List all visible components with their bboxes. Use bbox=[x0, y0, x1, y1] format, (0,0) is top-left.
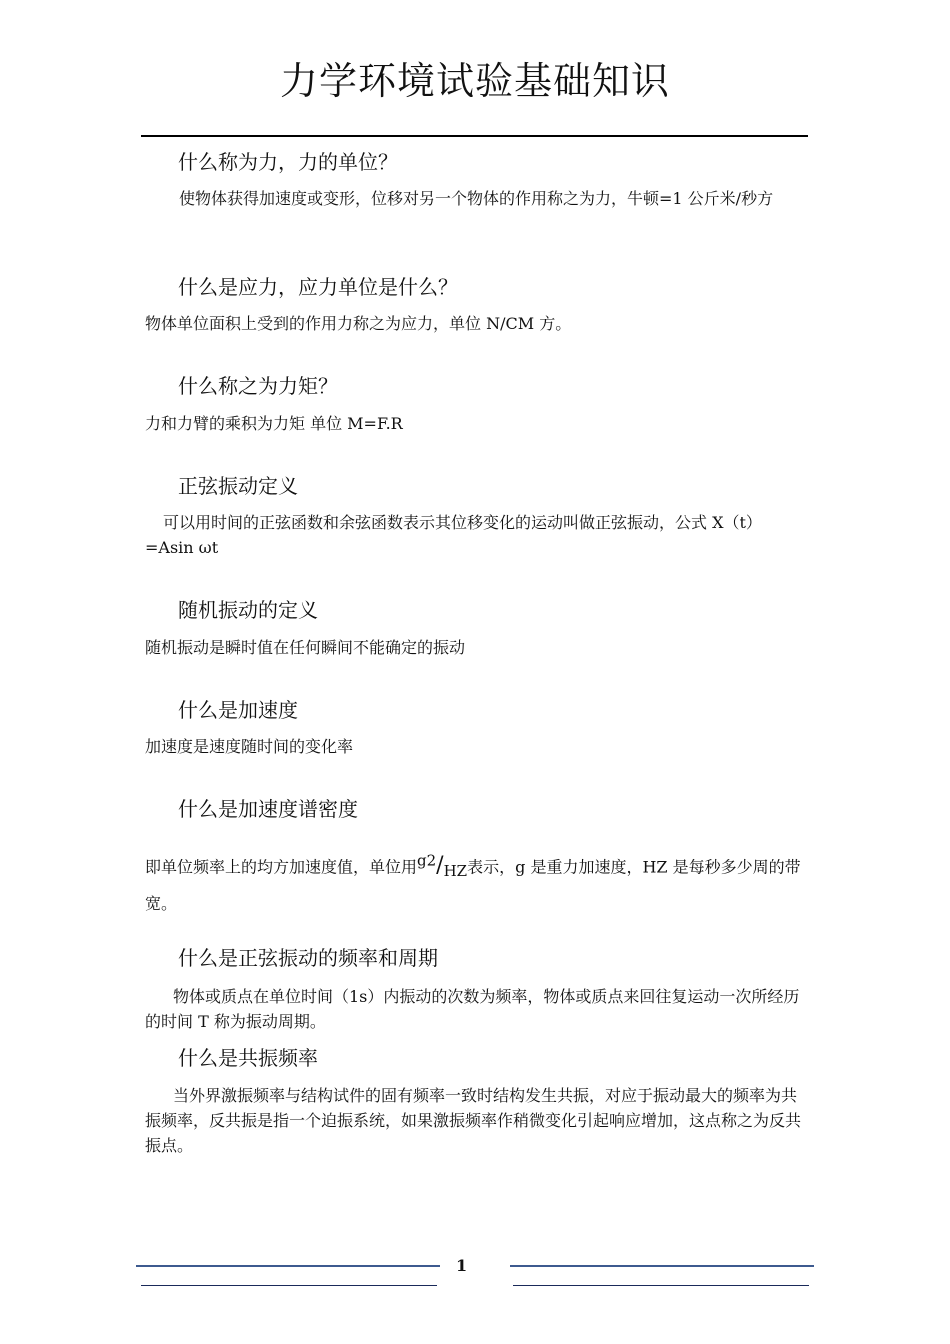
title-divider bbox=[141, 135, 808, 137]
answer-asd-text-after: 表示，g 是重力加速度，HZ 是每秒多少周的带宽。 bbox=[145, 857, 801, 913]
footer-left-rule-bottom bbox=[141, 1285, 437, 1286]
question-torque-definition: 什么称之为力矩？ bbox=[178, 374, 338, 398]
answer-force-definition: 使物体获得加速度或变形，位移对另一个物体的作用称之为力，牛顿=1 公斤米/秒方 bbox=[179, 189, 774, 208]
question-resonance-frequency: 什么是共振频率 bbox=[178, 1046, 318, 1070]
answer-stress-definition: 物体单位面积上受到的作用力称之为应力，单位 N/CM 方。 bbox=[145, 314, 572, 333]
answer-resonance-frequency: 当外界激振频率与结构试件的固有频率一致时结构发生共振，对应于振动最大的频率为共振频率，反共振是指一个迫振系统，如果激振频率作稍微变化引起响应增加，这点称之为反共振点。 bbox=[145, 1086, 802, 1155]
answer-acceleration-definition: 加速度是速度随时间的变化率 bbox=[145, 737, 354, 756]
question-acceleration-spectral-density: 什么是加速度谱密度 bbox=[178, 797, 358, 821]
answer-asd-text-before: 即单位频率上的均方加速度值，单位用 bbox=[145, 857, 418, 877]
answer-sine-frequency-period: 物体或质点在单位时间（1s）内振动的次数为频率，物体或质点来回往复运动一次所经历的时间 T 称为振动周期。 bbox=[145, 987, 800, 1031]
question-stress-definition: 什么是应力，应力单位是什么？ bbox=[178, 275, 458, 299]
answer-torque-definition: 力和力臂的乘积为力矩 单位 M=F.R bbox=[145, 414, 403, 433]
question-random-vibration-definition: 随机振动的定义 bbox=[178, 598, 318, 622]
unit-fraction: $^{g2}/_{HZ}$ bbox=[417, 852, 468, 881]
footer-right-rule-bottom bbox=[513, 1285, 809, 1286]
question-sine-frequency-period: 什么是正弦振动的频率和周期 bbox=[178, 946, 438, 970]
question-acceleration-definition: 什么是加速度 bbox=[178, 698, 298, 722]
question-force-definition: 什么称为力，力的单位？ bbox=[178, 150, 398, 174]
answer-random-vibration-definition: 随机振动是瞬时值在任何瞬间不能确定的振动 bbox=[145, 638, 466, 657]
footer-left-rule-top bbox=[136, 1265, 440, 1267]
question-sine-vibration-definition: 正弦振动定义 bbox=[178, 474, 298, 498]
document-title: 力学环境试验基础知识 bbox=[279, 59, 670, 103]
footer-right-rule-top bbox=[510, 1265, 814, 1267]
answer-sine-vibration-definition: 可以用时间的正弦函数和余弦函数表示其位移变化的运动叫做正弦振动，公式 X（t）=Asin ωt bbox=[145, 513, 762, 557]
page-number: 1 bbox=[456, 1256, 468, 1275]
unit-fraction-denominator: HZ bbox=[443, 862, 468, 881]
unit-fraction-numerator: g2 bbox=[417, 852, 437, 870]
answer-acceleration-spectral-density bbox=[145, 845, 810, 920]
